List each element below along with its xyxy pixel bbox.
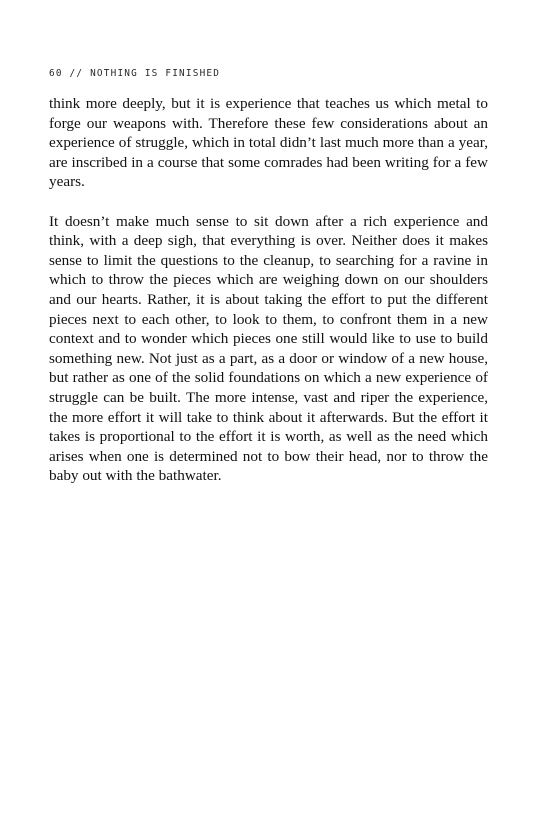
running-header: 60 // NOTHING IS FINISHED [49,68,221,79]
paragraph-continuation: think more deeply, but it is experience that teaches us which metal to forge our weapons with. Therefore these few considerations about an experience of struggle, which in total didn’t last much more than a year, are inscribed in a course that some comrades had been writing for a few years. [49,95,488,191]
body-text [49,94,488,486]
paragraph: It doesn’t make much sense to sit down after a rich experience and think, with a deep sigh, that everything is over. Neither does it makes sense to limit the questions to the cleanup, to searching for a ravine in which to throw the pieces which are weighing down on our shoulders and our hearts. Rather, it is about taking the effort to put the different pieces next to each other, to look to them, to confront them in a new context and to wonder which pieces one still would like to use to build something new. Not just as a part, as a door or window of a new house, but rather as one of the solid foundations on which a new experience of struggle can be built. The more intense, vast and riper the experience, the more effort it will take to think about it afterwards. But the effort it takes is proportional to the effort it is worth, as well as the need which arises when one is determined not to bow their head, nor to throw the baby out with the bathwater. [49,212,488,485]
